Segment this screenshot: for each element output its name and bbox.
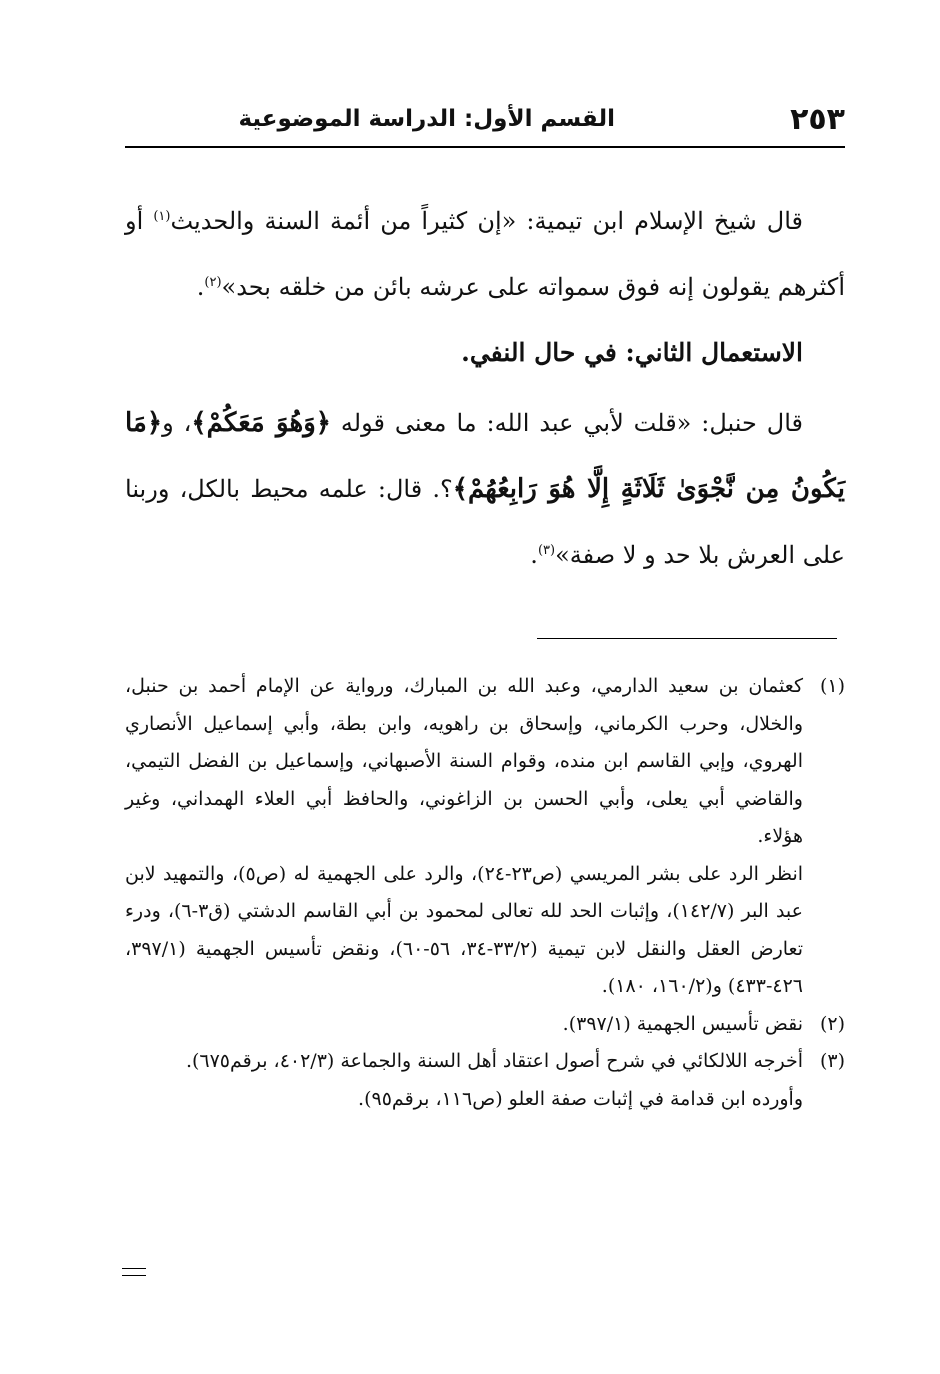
footnote-2: (٢)نقض تأسيس الجهمية (٣٩٧/١). xyxy=(125,1006,845,1044)
footnote-ref-2: (٢) xyxy=(204,275,222,290)
footnotes xyxy=(125,668,845,1118)
footnote-1: (١)كعثمان بن سعيد الدارمي، وعبد الله بن المبارك، ورواية عن الإمام أحمد بن حنبل، والخلال، وحرب الكرماني، وإسحاق بن راهويه، وابن بطة، وأبي إسماعيل الأنصاري الهروي، وإبي القاسم ابن منده، وقوام السنة الأصبهاني، وإسماعيل بن الفضل التيمي، والقاضي أبي يعلى، وأبي الحسن بن الزاغوني، والحافظ أبي العلاء الهمداني، وغير هؤلاء. xyxy=(125,668,845,856)
footnote-1-sources: انظر الرد على بشر المريسي (ص٢٣-٢٤)، والرد على الجهمية له (ص٥)، والتمهيد لابن عبد البر (١٤٢/٧)، وإثبات الحد لله تعالى لمحمود بن أبي القاسم الدشتي (ق٣-٦)، ودرء تعارض العقل والنقل لابن تيمية (٣٣/٢-٣٤، ٥٦-٦٠)، ونقض تأسيس الجهمية (٣٩٧/١، ٤٢٦-٤٣٣) و(١٦٠/٢، ١٨٠). xyxy=(125,862,804,997)
footnote-ref-1: (١) xyxy=(153,209,171,224)
page-header xyxy=(125,100,845,148)
footnote-ref-3: (٣) xyxy=(537,543,556,558)
quran-verse-2: ﴿مَا يَكُونُ مِن نَّجْوَىٰ ثَلَاثَةٍ إِلَّا هُوَ رَابِعُهُمْ﴾ xyxy=(125,408,846,504)
paragraph-ibn-taymiyyah-quote: قال شيخ الإسلام ابن تيمية: «إن كثيراً من أئمة السنة والحديث$^{(١)}$ أو أكثرهم يقولون إنه فوق سمواته على عرشه بائن من خلقه بحد»$^{(٢)}$. xyxy=(125,207,845,301)
footnote-3-continuation: وأورده ابن قدامة في إثبات صفة العلو (ص١١٦، برقم٩٥). xyxy=(358,1087,803,1110)
quran-verse-1: ﴿وَهُوَ مَعَكُمْ﴾ xyxy=(191,408,331,438)
end-of-page-mark xyxy=(122,1268,146,1276)
footnote-number: (١) xyxy=(819,675,845,697)
footnote-divider xyxy=(537,638,837,639)
running-title: القسم الأول: الدراسة الموضوعية xyxy=(238,106,615,132)
section-heading: الاستعمال الثاني: في حال النفي. xyxy=(461,338,803,367)
footnote-number: (٢) xyxy=(819,1012,845,1035)
page-number: ٢٥٣ xyxy=(790,102,845,137)
footnote-number: (٣) xyxy=(819,1050,845,1072)
main-text xyxy=(125,188,845,588)
paragraph-hanbal-quote: قال حنبل: «قلت لأبي عبد الله: ما معنى قوله ﴿وَهُوَ مَعَكُمْ﴾، و﴿مَا يَكُونُ مِن نَّجْوَىٰ ثَلَاثَةٍ إِلَّا هُوَ رَابِعُهُمْ﴾؟. قال: علمه محيط بالكل، وربنا على العرش بلا حد و لا صفة»$^{(٣)}$. xyxy=(125,408,846,569)
footnote-3: (٣)أخرجه اللالكائي في شرح أصول اعتقاد أهل السنة والجماعة (٤٠٢/٣، برقم٦٧٥). xyxy=(125,1043,845,1081)
